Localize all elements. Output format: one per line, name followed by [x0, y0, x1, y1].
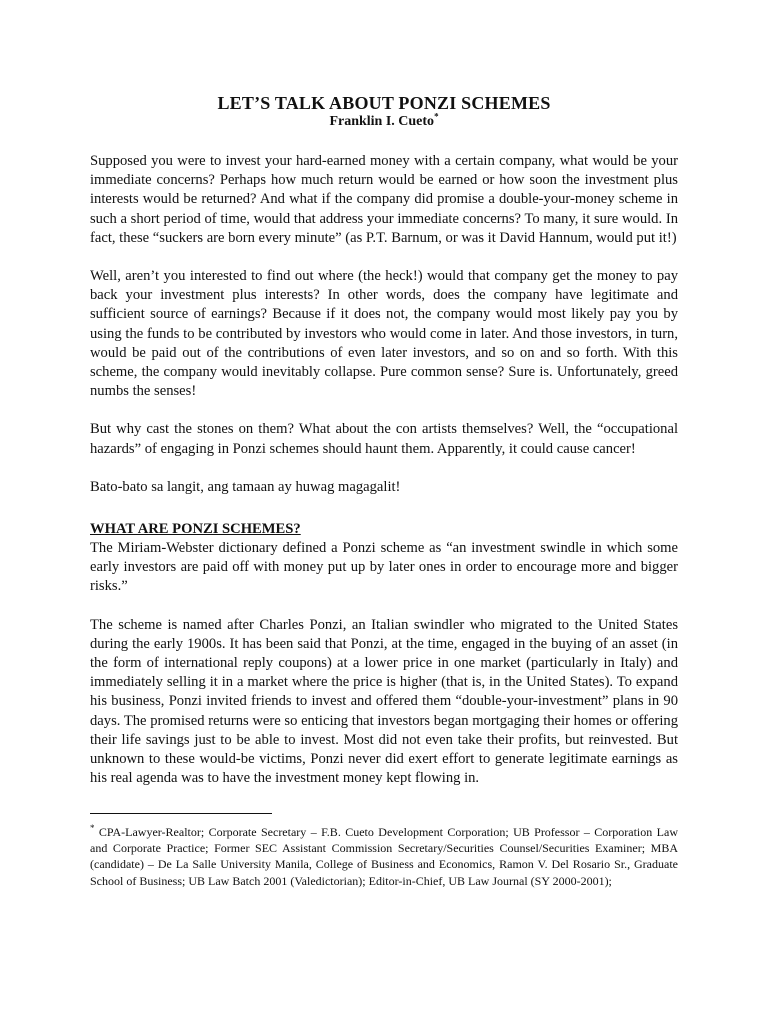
paragraph-definition: The Miriam-Webster dictionary defined a Ponzi scheme as “an investment swindle in which some early investors are paid off with money put up by later ones in order to encourage more and bigger risks.” [90, 540, 678, 595]
paragraph-source-of-earnings: Well, aren’t you interested to find out where (the heck!) would that company get the money to pay back your investment plus interests? In other words, does the company have legitimate and sufficient source of earnings? Because if it does not, the company would most likely pay you by using the funds to be contributed by investors who would come in later. And those investors, in turn, would be paid out of the contributions of even later investors, and so on and so forth. With this scheme, the company would inevitably collapse. Pure common sense? Sure is. Unfortunately, greed numbs the senses! [90, 268, 678, 400]
paragraph-con-artists: But why cast the stones on them? What about the con artists themselves? Well, the “occupational hazards” of engaging in Ponzi schemes should haunt them. Apparently, it could cause cancer! [90, 421, 678, 457]
paragraph-history: The scheme is named after Charles Ponzi, an Italian swindler who migrated to the United States during the early 1900s. It has been said that Ponzi, at the time, engaged in the buying of an asset (in the form of international reply coupons) at a lower price in one market (particularly in Italy) and immediately selling it in a market where the price is higher (that is, in the United States). To expand his business, Ponzi invited friends to invest and offered them “double-your-investment” plans in 90 days. The promised returns were so enticing that investors began mortgaging their homes or offering their life savings just to be able to invest. Most did not even take their profits, but reinvested. But unknown to these would-be victims, Ponzi never did exert effort to generate legitimate earnings as his real agenda was to have the investment money kept flowing in. [90, 616, 678, 787]
footnote-separator [90, 813, 272, 814]
paragraph-intro: Supposed you were to invest your hard-earned money with a certain company, what would be your immediate concerns? Perhaps how much return would be earned or how soon the investment plus interests would be returned? And what if the company did promise a double-your-money scheme in such a short period of time, would that address your immediate concerns? To many, it sure would. In fact, these “suckers are born every minute” (as P.T. Barnum, or was it David Hannum, would put it!) [90, 153, 678, 246]
author-name: Franklin I. Cueto [329, 114, 435, 129]
footnote-mark: * [90, 823, 95, 833]
document-title: LET’S TALK ABOUT PONZI SCHEMES [217, 93, 551, 113]
footnote-text: CPA-Lawyer-Realtor; Corporate Secretary – F.B. Cueto Development Corporation; UB Professor – Corporation Law and Corporate Practice; Former SEC Assistant Commission Secretary/Securities Counsel/Securities Examiner; MBA (candidate) – De La Salle University Manila, College of Business and Economics, Ramon V. Del Rosario Sr., Graduate School of Business; UB Law Batch 2001 (Valedictorian); Editor-in-Chief, UB Law Journal (SY 2000-2001); [90, 825, 678, 888]
footnote [90, 824, 678, 889]
document-page [90, 92, 678, 788]
author-footnote-mark: * [434, 111, 439, 122]
author-line [90, 111, 678, 130]
section-heading: WHAT ARE PONZI SCHEMES? [90, 521, 301, 538]
paragraph-proverb: Bato-bato sa langit, ang tamaan ay huwag magagalit! [90, 478, 401, 495]
